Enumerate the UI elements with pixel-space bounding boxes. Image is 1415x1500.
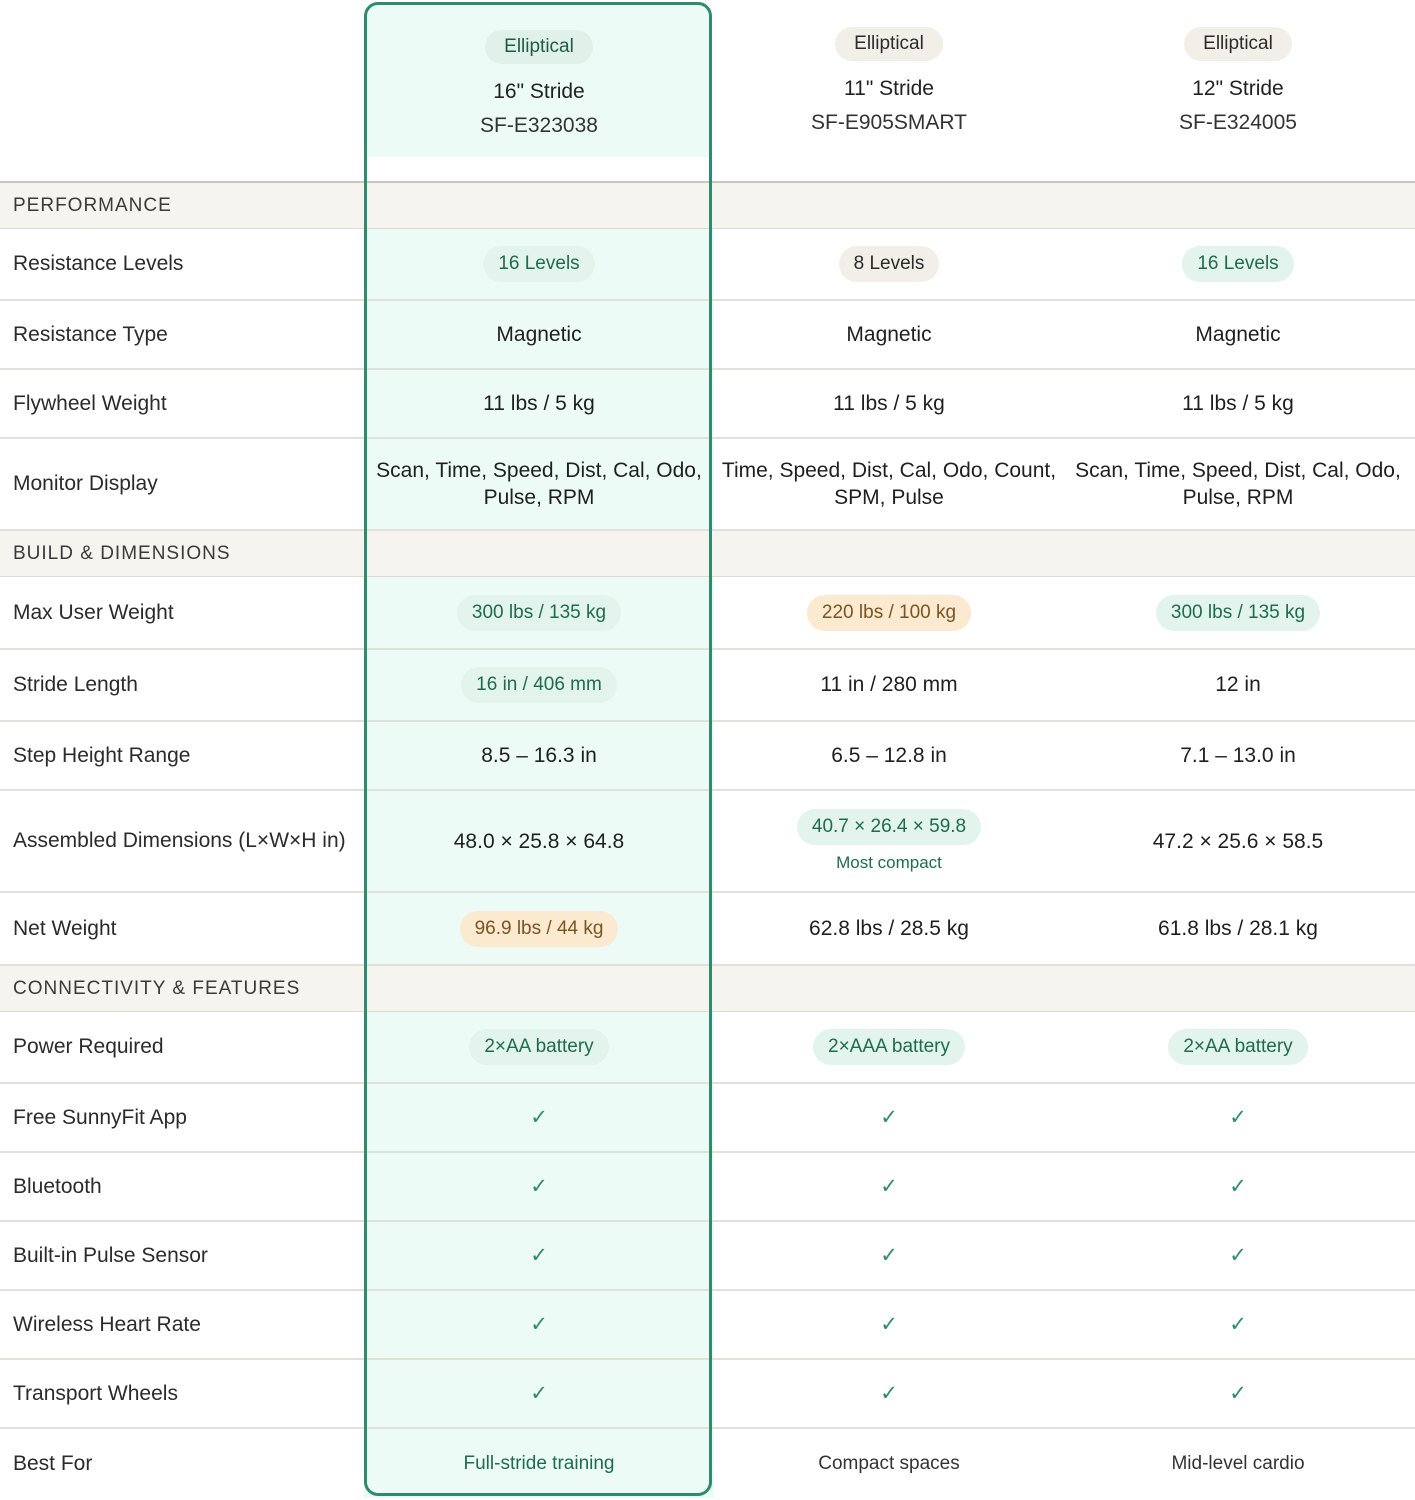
cell [714,301,1064,368]
value-badge: 2×AAA battery [813,1029,965,1065]
stride-label: 12" Stride [1192,77,1284,100]
cell-value: 6.5 – 12.8 in [831,743,947,767]
check-icon: ✓ [880,1106,898,1129]
cell [364,650,714,720]
cell [1063,370,1413,437]
table-row-resistance-type [0,301,1415,370]
cell [364,1012,714,1082]
cell-value-line1: Scan, Time, Speed, Dist, Cal, Odo, [376,459,702,482]
cell [714,439,1064,529]
cell-value: 12 in [1215,673,1261,696]
table-row-flywheel-weight [0,370,1415,439]
check-icon: ✓ [880,1313,898,1336]
check-icon: ✓ [530,1106,548,1129]
cell-value: 7.1 – 13.0 in [1180,743,1296,767]
model-number: SF-E905SMART [811,111,967,134]
cell-value-line2: Pulse, RPM [483,486,595,509]
row-label: Flywheel Weight [13,391,167,415]
cell-value: 11 lbs / 5 kg [483,391,595,415]
cell [364,893,714,964]
row-label: Max User Weight [13,600,174,624]
cell [714,1360,1064,1427]
cell-value: Magnetic [496,322,582,346]
cell [1063,1012,1413,1082]
cell-value-line2: Pulse, RPM [1182,486,1294,509]
check-icon: ✓ [1229,1106,1247,1129]
cell [1063,1291,1413,1358]
check-icon: ✓ [1229,1244,1247,1267]
check-icon: ✓ [1229,1313,1247,1336]
table-row-bluetooth [0,1153,1415,1222]
row-label: Bluetooth [13,1174,102,1198]
table-row-assembled-dimensions [0,791,1415,893]
cell [364,1153,714,1220]
cell [714,1012,1064,1082]
cell [364,1360,714,1427]
table-row-resistance-levels [0,229,1415,301]
cell [714,650,1064,720]
cell [364,791,714,891]
table-row-net-weight [0,893,1415,966]
cell-value: Magnetic [1195,322,1281,346]
check-icon: ✓ [530,1382,548,1405]
cell [364,1429,714,1498]
model-number: SF-E324005 [1179,111,1297,134]
category-tag: Elliptical [485,30,593,64]
row-label: Resistance Levels [13,252,184,275]
cell-value-line1: Scan, Time, Speed, Dist, Cal, Odo, [1075,459,1401,482]
cell [1063,791,1413,891]
cell [364,229,714,299]
row-label: Power Required [13,1035,164,1058]
cell [364,1222,714,1289]
cell [364,577,714,648]
cell [1063,577,1413,648]
check-icon: ✓ [880,1382,898,1405]
cell [364,1291,714,1358]
row-label: Resistance Type [13,322,168,346]
table-row-free-app [0,1084,1415,1153]
cell [1063,1153,1413,1220]
cell-value: Compact spaces [818,1452,960,1474]
value-badge: 8 Levels [839,246,940,282]
table-row-monitor-display [0,439,1415,531]
table-row-power-required [0,1012,1415,1084]
value-badge: 2×AA battery [1168,1029,1307,1065]
cell [1063,301,1413,368]
check-icon: ✓ [880,1175,898,1198]
row-label: Free SunnyFit App [13,1105,187,1129]
value-badge: 96.9 lbs / 44 kg [460,911,619,947]
product-header-2 [714,0,1064,157]
cell-value: Magnetic [846,322,932,346]
cell [1063,229,1413,299]
row-label: Stride Length [13,673,138,696]
product-header-1 [364,0,714,157]
cell [714,1153,1064,1220]
cell [1063,650,1413,720]
cell-value: 47.2 × 25.6 × 58.5 [1152,829,1324,853]
row-label: Monitor Display [13,472,158,495]
cell-value: 48.0 × 25.8 × 64.8 [453,829,625,853]
stride-label: 11" Stride [844,77,934,100]
table-row-transport-wheels [0,1360,1415,1429]
cell-value: 62.8 lbs / 28.5 kg [809,916,969,940]
value-badge: 16 Levels [1182,246,1293,282]
check-icon: ✓ [530,1175,548,1198]
cell-value-line1: Time, Speed, Dist, Cal, Odo, Count, [721,459,1057,482]
cell [364,722,714,789]
category-tag: Elliptical [1184,27,1292,61]
cell-value: 8.5 – 16.3 in [481,743,597,767]
cell [364,301,714,368]
row-label: Net Weight [13,916,117,940]
model-number: SF-E323038 [480,114,598,137]
value-badge: 300 lbs / 135 kg [1156,595,1320,631]
cell [714,893,1064,964]
cell-value: Mid-level cardio [1171,1452,1305,1474]
cell [714,1291,1064,1358]
check-icon: ✓ [1229,1175,1247,1198]
product-header-3 [1063,0,1413,157]
stride-label: 16" Stride [493,80,585,103]
section-header-connectivity: CONNECTIVITY & FEATURES [0,966,1415,1012]
check-icon: ✓ [1229,1382,1247,1405]
cell [714,229,1064,299]
section-header-build: BUILD & DIMENSIONS [0,531,1415,577]
cell [1063,722,1413,789]
cell [1063,1084,1413,1151]
check-icon: ✓ [530,1244,548,1267]
check-icon: ✓ [880,1244,898,1267]
table-row-wireless-heart-rate [0,1291,1415,1360]
row-label: Assembled Dimensions (L×W×H in) [13,829,346,852]
value-badge: 220 lbs / 100 kg [807,595,971,631]
cell [1063,1360,1413,1427]
cell [364,370,714,437]
table-row-step-height [0,722,1415,791]
cell [714,577,1064,648]
section-header-performance: PERFORMANCE [0,183,1415,229]
cell-value: 11 lbs / 5 kg [833,391,945,415]
value-badge: 40.7 × 26.4 × 59.8 [797,809,981,845]
table-row-best-for [0,1429,1415,1498]
value-badge: 16 Levels [483,246,594,282]
cell [364,439,714,529]
highlight-note: Most compact [836,853,942,872]
cell [714,1429,1064,1498]
cell [714,722,1064,789]
table-row-stride-length [0,650,1415,722]
comparison-table [0,181,1415,1498]
row-label: Transport Wheels [13,1381,178,1405]
cell [1063,1429,1413,1498]
cell [1063,1222,1413,1289]
cell [1063,893,1413,964]
cell-value-line2: SPM, Pulse [834,486,944,509]
cell [714,791,1064,891]
value-badge: 2×AA battery [469,1029,608,1065]
table-row-pulse-sensor [0,1222,1415,1291]
cell [364,1084,714,1151]
row-label: Wireless Heart Rate [13,1312,201,1336]
cell [714,1084,1064,1151]
cell-value: Full-stride training [463,1452,615,1474]
value-badge: 300 lbs / 135 kg [457,595,621,631]
cell [714,370,1064,437]
cell-value: 11 in / 280 mm [820,673,958,696]
row-label: Step Height Range [13,743,191,767]
row-label: Best For [13,1451,93,1475]
category-tag: Elliptical [835,27,943,61]
cell [714,1222,1064,1289]
row-label: Built-in Pulse Sensor [13,1243,208,1267]
cell-value: 61.8 lbs / 28.1 kg [1158,916,1318,940]
value-badge: 16 in / 406 mm [461,667,617,703]
cell [1063,439,1413,529]
check-icon: ✓ [530,1313,548,1336]
cell-value: 11 lbs / 5 kg [1182,391,1294,415]
table-row-max-user-weight [0,577,1415,650]
